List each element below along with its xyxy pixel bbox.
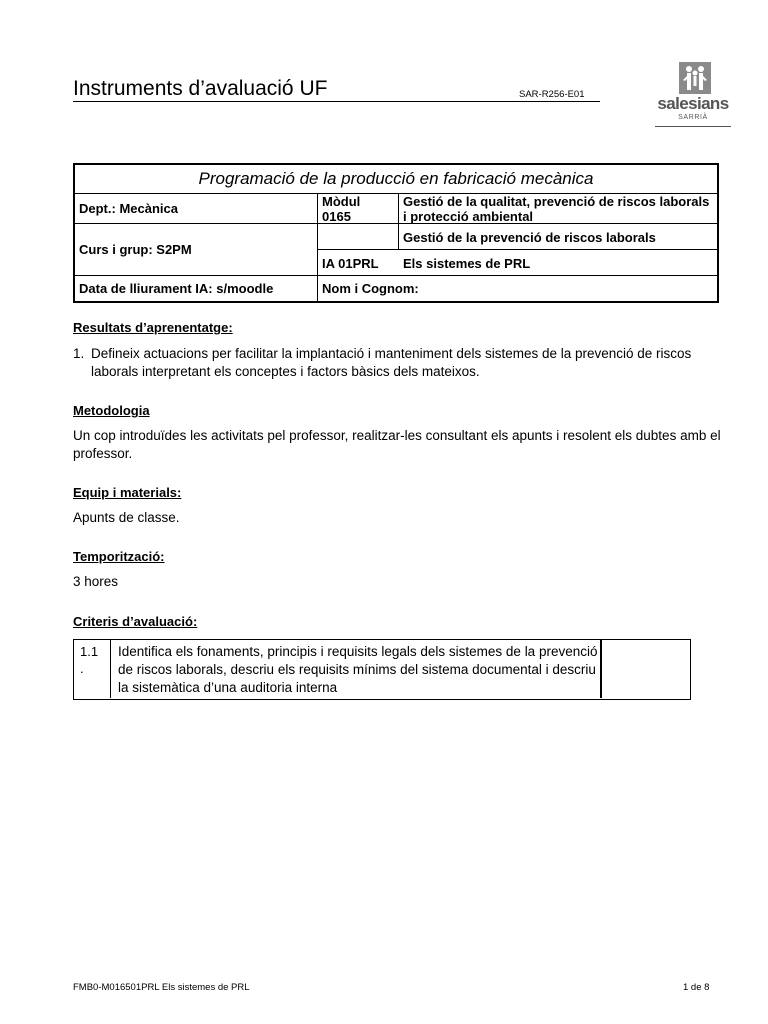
list-item-text: Defineix actuacions per facilitar la implantació i manteniment dels sistemes de la prevenció de riscos laborals interpretant els conceptes i factors bàsics dels mateixos. <box>91 346 692 379</box>
program-title: Programació de la producció en fabricació mecànica <box>198 169 594 188</box>
delivery-cell: Data de lliurament IA: s/moodle <box>79 281 274 296</box>
module-name: Gestió de la qualitat, prevenció de riscos laborals i protecció ambiental <box>403 194 710 224</box>
methodology-text: Un cop introduïdes les activitats pel professor, realitzar-les consultant els apunts i resolent els dubtes amb el professor. <box>73 428 721 461</box>
table-rule <box>75 223 317 224</box>
table-rule <box>600 640 602 698</box>
criteria-text: Identifica els fonaments, principis i requisits legals dels sistemes de la prevenció de riscos laborals, descriu els requisits mínims del sistema documental i descriu la sistemàtica d’una auditoria interna <box>118 644 598 695</box>
page-title: Instruments d’avaluació UF <box>73 77 328 100</box>
equipment-text: Apunts de classe. <box>73 510 180 525</box>
equipment-heading: Equip i materials: <box>73 485 182 500</box>
logo-subtitle: SARRIÀ <box>678 114 708 121</box>
ia-name: Els sistemes de PRL <box>403 256 531 271</box>
criteria-score-cell <box>604 643 684 693</box>
list-item-number: 1. <box>73 346 85 361</box>
timing-text: 3 hores <box>73 574 119 589</box>
title-underline <box>73 101 600 102</box>
footer-document-name: FMB0-M016501PRL Els sistemes de PRL <box>73 982 250 993</box>
module-label: Mòdul <box>322 194 361 209</box>
table-rule <box>317 249 717 250</box>
results-heading: Resultats d’aprenentatge: <box>73 320 233 335</box>
criteria-number: 1.1 . <box>80 644 99 676</box>
logo-name: salesians <box>657 94 729 113</box>
dept-cell: Dept.: Mecànica <box>79 201 178 216</box>
salesians-figures-icon <box>679 62 711 94</box>
criteria-heading: Criteris d’avaluació: <box>73 614 198 629</box>
name-field-label: Nom i Cognom: <box>322 281 419 296</box>
list-item <box>73 345 713 380</box>
criteria-table <box>73 639 691 700</box>
info-table <box>73 163 719 303</box>
document-code: SAR-R256-E01 <box>519 89 585 100</box>
table-rule <box>75 275 717 276</box>
uf-name: Gestió de la prevenció de riscos laborals <box>403 230 656 245</box>
ia-code: IA 01PRL <box>322 256 379 271</box>
logo-underline <box>655 126 731 127</box>
timing-heading: Temporització: <box>73 549 165 564</box>
module-code: 0165 <box>322 209 351 224</box>
salesians-logo <box>655 60 731 130</box>
methodology-heading: Metodologia <box>73 403 150 418</box>
course-cell: Curs i grup: S2PM <box>79 242 192 257</box>
page-number: 1 de 8 <box>683 982 710 993</box>
table-rule <box>110 640 111 698</box>
